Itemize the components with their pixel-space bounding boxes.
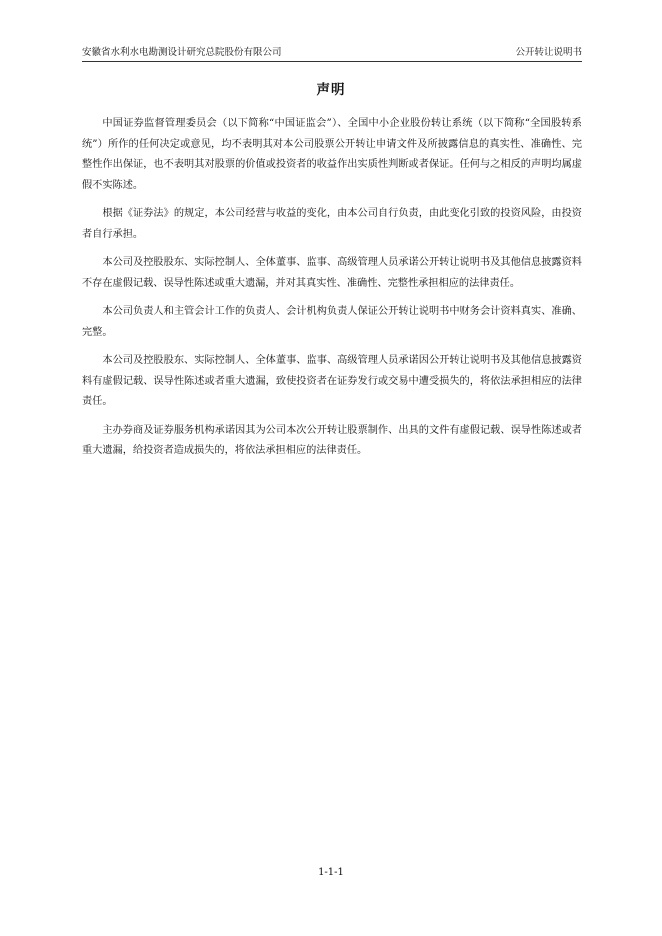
header-company-name: 安徽省水利水电勘测设计研究总院股份有限公司 <box>82 47 282 58</box>
paragraph-5: 本公司及控股股东、实际控制人、全体董事、监事、高级管理人员承诺因公开转让说明书及其他信息披露资料有虚假记载、误导性陈述或者重大遗漏，致使投资者在证券发行或交易中遭受损失的，将依法承担相应的法律责任。 <box>82 355 582 407</box>
header-divider <box>82 61 582 62</box>
page-number: 1-1-1 <box>318 867 344 878</box>
paragraph-4: 本公司负责人和主管会计工作的负责人、会计机构负责人保证公开转让说明书中财务会计资料真实、准确、完整。 <box>82 306 582 338</box>
paragraph-3: 本公司及控股股东、实际控制人、全体董事、监事、高级管理人员承诺公开转让说明书及其他信息披露资料不存在虚假记载、误导性陈述或重大遗漏，并对其真实性、准确性、完整性承担相应的法律责任。 <box>82 257 582 289</box>
page-title: 声明 <box>316 82 346 98</box>
header-document-type: 公开转让说明书 <box>515 47 582 58</box>
declaration-body <box>82 114 582 470</box>
paragraph-2: 根据《证券法》的规定，本公司经营与收益的变化，由本公司自行负责，由此变化引致的投资风险，由投资者自行承担。 <box>82 208 582 240</box>
page-header <box>82 44 582 62</box>
paragraph-1: 中国证券监督管理委员会（以下简称“中国证监会”）、全国中小企业股份转让系统（以下简称“全国股转系统”）所作的任何决定或意见，均不表明其对本公司股票公开转让申请文件及所披露信息的真实性、准确性、完整性作出保证，也不表明其对股票的价值或投资者的收益作出实质性判断或者保证。任何与之相反的声明均属虚假不实陈述。 <box>82 118 582 191</box>
paragraph-6: 主办券商及证券服务机构承诺因其为公司本次公开转让股票制作、出具的文件有虚假记载、误导性陈述或者重大遗漏，给投资者造成损失的，将依法承担相应的法律责任。 <box>82 424 582 456</box>
